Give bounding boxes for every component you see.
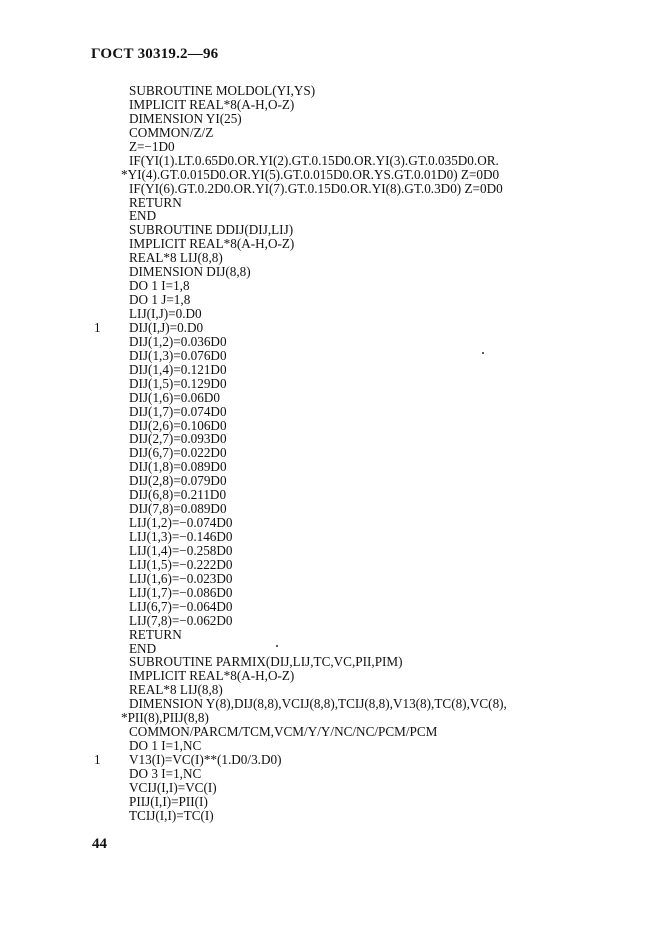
fortran-code-listing [94, 84, 507, 823]
code-line [94, 112, 507, 126]
code-line [94, 126, 507, 140]
code-line [94, 739, 507, 753]
code-statement: V13(I)=VC(I)**(1.D0/3.D0) [129, 752, 282, 767]
code-statement: LIJ(6,7)=−0.064D0 [129, 598, 233, 614]
code-statement: LIJ(1,4)=−0.258D0 [129, 542, 233, 558]
code-line [94, 544, 507, 558]
code-line [94, 530, 507, 544]
code-line [94, 642, 507, 656]
statement-label: 1 [94, 752, 101, 767]
code-line [94, 655, 507, 669]
code-line [94, 628, 507, 642]
statement-label: 1 [94, 319, 101, 335]
code-statement: DO 1 I=1,NC [129, 738, 202, 754]
code-statement: TCIJ(I,I)=TC(I) [129, 807, 214, 823]
code-line [94, 753, 507, 767]
code-statement: LIJ(1,5)=−0.222D0 [129, 556, 233, 572]
continuation-statement: *YI(4).GT.0.015D0.OR.YI(5).GT.0.015D0.OR.YS.GT.0.01D0) Z=0D0 [121, 166, 500, 182]
code-line [94, 307, 507, 321]
code-statement: LIJ(1,3)=−0.146D0 [129, 529, 233, 544]
code-line [94, 196, 507, 210]
code-line [94, 335, 507, 349]
code-line [94, 168, 507, 182]
code-line [94, 697, 507, 711]
code-line [94, 84, 507, 98]
code-statement: RETURN [129, 194, 182, 210]
code-statement: LIJ(1,2)=−0.074D0 [129, 515, 233, 531]
code-statement: DIJ(6,7)=0.022D0 [129, 445, 227, 461]
code-line [94, 795, 507, 809]
code-statement: DIJ(1,3)=0.076D0 [129, 347, 227, 363]
code-statement: LIJ(I,J)=0.D0 [129, 306, 202, 321]
code-statement: END [129, 208, 157, 224]
code-statement: DIJ(1,5)=0.129D0 [129, 375, 227, 391]
code-line [94, 279, 507, 293]
code-statement: DO 3 I=1,NC [129, 765, 202, 781]
code-line [94, 154, 507, 168]
code-line [94, 516, 507, 530]
document-header: ГОСТ 30319.2—96 [91, 46, 219, 62]
scan-speck [276, 645, 278, 647]
code-statement: LIJ(7,8)=−0.062D0 [129, 612, 233, 628]
code-line [94, 474, 507, 488]
code-line [94, 600, 507, 614]
code-statement: PIIJ(I,I)=PII(I) [129, 793, 208, 809]
code-line [94, 98, 507, 112]
code-statement: SUBROUTINE MOLDOL(YI,YS) [129, 83, 316, 98]
code-line [94, 809, 507, 823]
code-statement: COMMON/PARCM/TCM,VCM/Y/Y/NC/NC/PCM/PCM [129, 724, 438, 740]
code-line [94, 767, 507, 781]
code-statement: Z=−1D0 [129, 138, 175, 154]
code-line [94, 572, 507, 586]
code-statement: END [129, 640, 157, 656]
code-line [94, 683, 507, 697]
scan-speck [482, 352, 484, 354]
code-statement: DIJ(1,4)=0.121D0 [129, 361, 227, 377]
code-statement: REAL*8 LIJ(8,8) [129, 682, 223, 698]
code-line [94, 558, 507, 572]
code-statement: DIJ(I,J)=0.D0 [129, 319, 204, 335]
code-statement: DIJ(6,8)=0.211D0 [129, 487, 227, 503]
code-statement: IMPLICIT REAL*8(A-H,O-Z) [129, 236, 295, 252]
code-line [94, 182, 507, 196]
code-statement: DIJ(1,7)=0.074D0 [129, 403, 227, 419]
code-statement: SUBROUTINE DDIJ(DIJ,LIJ) [129, 222, 294, 238]
code-line [94, 725, 507, 739]
code-line [94, 460, 507, 474]
code-statement: LIJ(1,7)=−0.086D0 [129, 584, 233, 600]
code-line [94, 669, 507, 683]
code-line [94, 251, 507, 265]
code-statement: DO 1 J=1,8 [129, 292, 191, 308]
code-line [94, 586, 507, 600]
code-line [94, 377, 507, 391]
code-line [94, 349, 507, 363]
code-statement: DIJ(1,2)=0.036D0 [129, 333, 227, 349]
code-line [94, 209, 507, 223]
code-statement: RETURN [129, 626, 182, 642]
code-statement: COMMON/Z/Z [129, 124, 214, 140]
code-statement: DIJ(1,6)=0.06D0 [129, 389, 220, 405]
code-statement: DIJ(2,6)=0.106D0 [129, 417, 227, 433]
code-line [94, 432, 507, 446]
code-line [94, 237, 507, 251]
code-statement: SUBROUTINE PARMIX(DIJ,LIJ,TC,VC,PII,PIM) [129, 654, 403, 670]
code-line [94, 405, 507, 419]
code-statement: DIJ(1,8)=0.089D0 [129, 459, 227, 475]
code-line [94, 781, 507, 795]
code-line [94, 363, 507, 377]
code-line [94, 419, 507, 433]
code-line [94, 293, 507, 307]
code-line [94, 140, 507, 154]
code-statement: IMPLICIT REAL*8(A-H,O-Z) [129, 668, 295, 684]
code-line [94, 488, 507, 502]
code-line [94, 614, 507, 628]
code-statement: LIJ(1,6)=−0.023D0 [129, 570, 233, 586]
continuation-statement: *PII(8),PIIJ(8,8) [121, 710, 209, 726]
code-statement: DO 1 I=1,8 [129, 278, 190, 294]
code-line [94, 223, 507, 237]
code-line [94, 711, 507, 725]
code-statement: DIMENSION Y(8),DIJ(8,8),VCIJ(8,8),TCIJ(8,8),V13(8),TC(8),VC(8), [129, 696, 507, 712]
code-statement: IF(YI(1).LT.0.65D0.OR.YI(2).GT.0.15D0.OR.YI(3).GT.0.035D0.OR. [129, 152, 499, 168]
code-line [94, 265, 507, 279]
code-statement: DIJ(2,7)=0.093D0 [129, 431, 227, 447]
code-statement: IF(YI(6).GT.0.2D0.OR.YI(7).GT.0.15D0.OR.YI(8).GT.0.3D0) Z=0D0 [129, 180, 503, 196]
code-statement: DIJ(2,8)=0.079D0 [129, 473, 227, 489]
code-line [94, 446, 507, 460]
code-line [94, 502, 507, 516]
code-statement: IMPLICIT REAL*8(A-H,O-Z) [129, 96, 295, 112]
page-number: 44 [92, 836, 107, 852]
code-statement: REAL*8 LIJ(8,8) [129, 250, 223, 266]
code-statement: VCIJ(I,I)=VC(I) [129, 779, 217, 795]
code-line [94, 391, 507, 405]
code-line [94, 321, 507, 335]
code-statement: DIJ(7,8)=0.089D0 [129, 501, 227, 517]
code-statement: DIMENSION DIJ(8,8) [129, 264, 251, 280]
code-statement: DIMENSION YI(25) [129, 110, 242, 126]
